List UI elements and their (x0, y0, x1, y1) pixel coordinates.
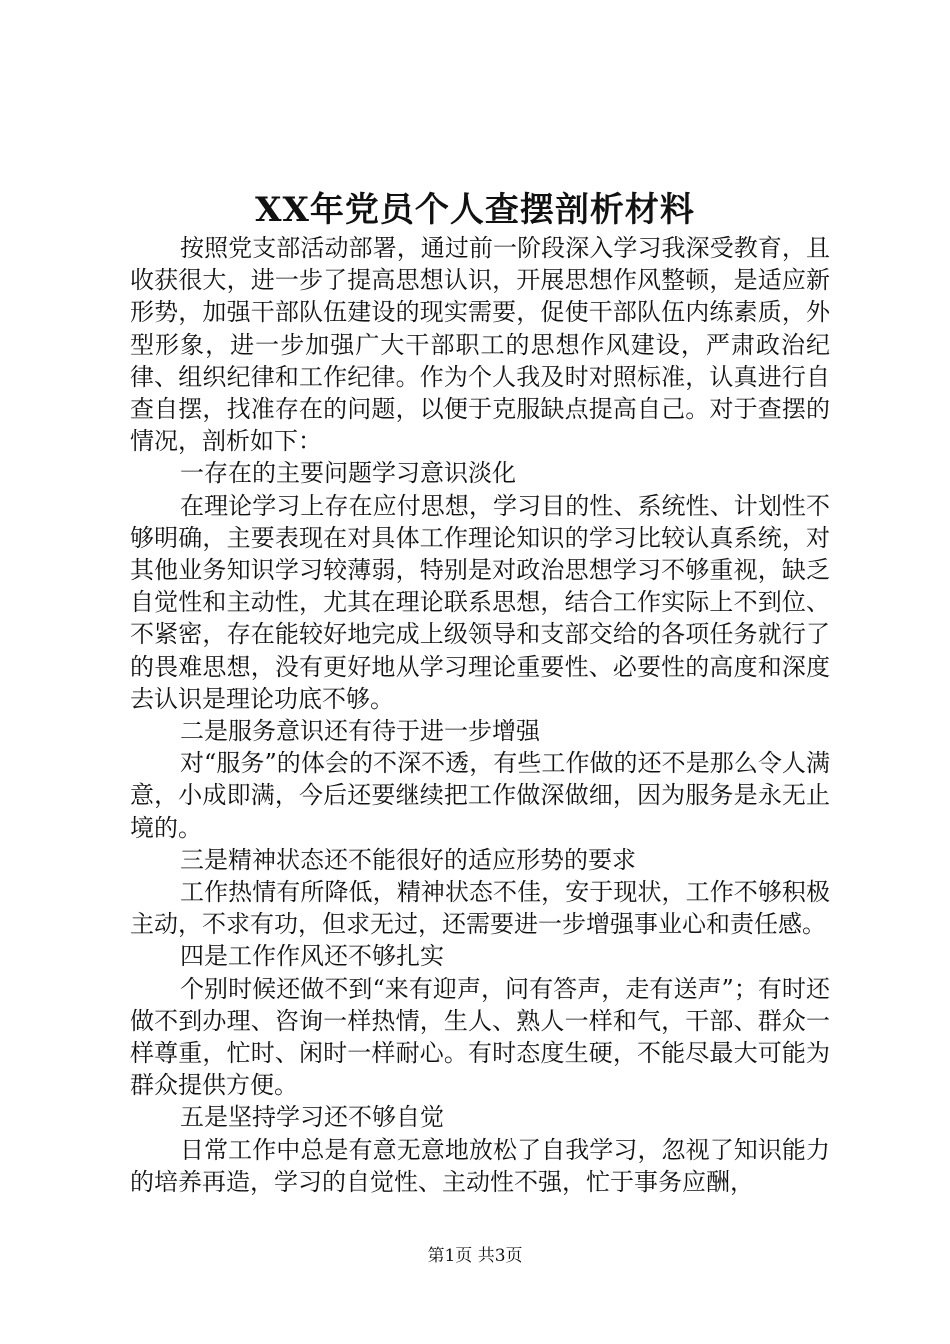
section-heading-1: 一存在的主要问题学习意识淡化 (180, 459, 516, 488)
section-heading-5: 五是坚持学习还不够自觉 (180, 1103, 444, 1132)
document-title: XX年党员个人查摆剖析材料 (255, 190, 695, 230)
document-body (130, 232, 830, 1198)
page-footer: 第1页 共3页 (427, 1246, 523, 1266)
paragraph-section-1: 在理论学习上存在应付思想，学习目的性、系统性、计划性不够明确，主要表现在对具体工作理论知识的学习比较认真系统，对其他业务知识学习较薄弱，特别是对政治思想学习不够重视，缺乏自觉性和主动性，尤其在理论联系思想，结合工作实际上不到位、不紧密，存在能较好地完成上级领导和支部交给的各项任务就行了的畏难思想，没有更好地从学习理论重要性、必要性的高度和深度去认识是理论功底不够。 (130, 491, 830, 713)
section-heading-3: 三是精神状态还不能很好的适应形势的要求 (180, 845, 636, 874)
paragraph-section-4: 个别时候还做不到“来有迎声，问有答声，走有送声”；有时还做不到办理、咨询一样热情，生人、熟人一样和气，干部、群众一样尊重，忙时、闲时一样耐心。有时态度生硬，不能尽最大可能为群众提供方便。 (130, 974, 830, 1100)
paragraph-section-3: 工作热情有所降低，精神状态不佳，安于现状，工作不够积极主动，不求有功，但求无过，还需要进一步增强事业心和责任感。 (130, 878, 830, 939)
section-heading-2: 二是服务意识还有待于进一步增强 (180, 717, 540, 746)
paragraph-intro: 按照党支部活动部署，通过前一阶段深入学习我深受教育，且收获很大，进一步了提高思想认识，开展思想作风整顿，是适应新形势，加强干部队伍建设的现实需要，促使干部队伍内练素质，外型形象，进一步加强广大干部职工的思想作风建设，严肃政治纪律、组织纪律和工作纪律。作为个人我及时对照标准，认真进行自查自摆，找准存在的问题，以便于克服缺点提高自己。对于查摆的情况，剖析如下： (130, 234, 830, 456)
section-heading-4: 四是工作作风还不够扎实 (180, 942, 444, 971)
paragraph-section-5: 日常工作中总是有意无意地放松了自我学习，忽视了知识能力的培养再造，学习的自觉性、主动性不强，忙于事务应酬， (130, 1135, 830, 1196)
paragraph-section-2: 对“服务”的体会的不深不透，有些工作做的还不是那么令人满意，小成即满，今后还要继续把工作做深做细，因为服务是永无止境的。 (130, 749, 830, 842)
